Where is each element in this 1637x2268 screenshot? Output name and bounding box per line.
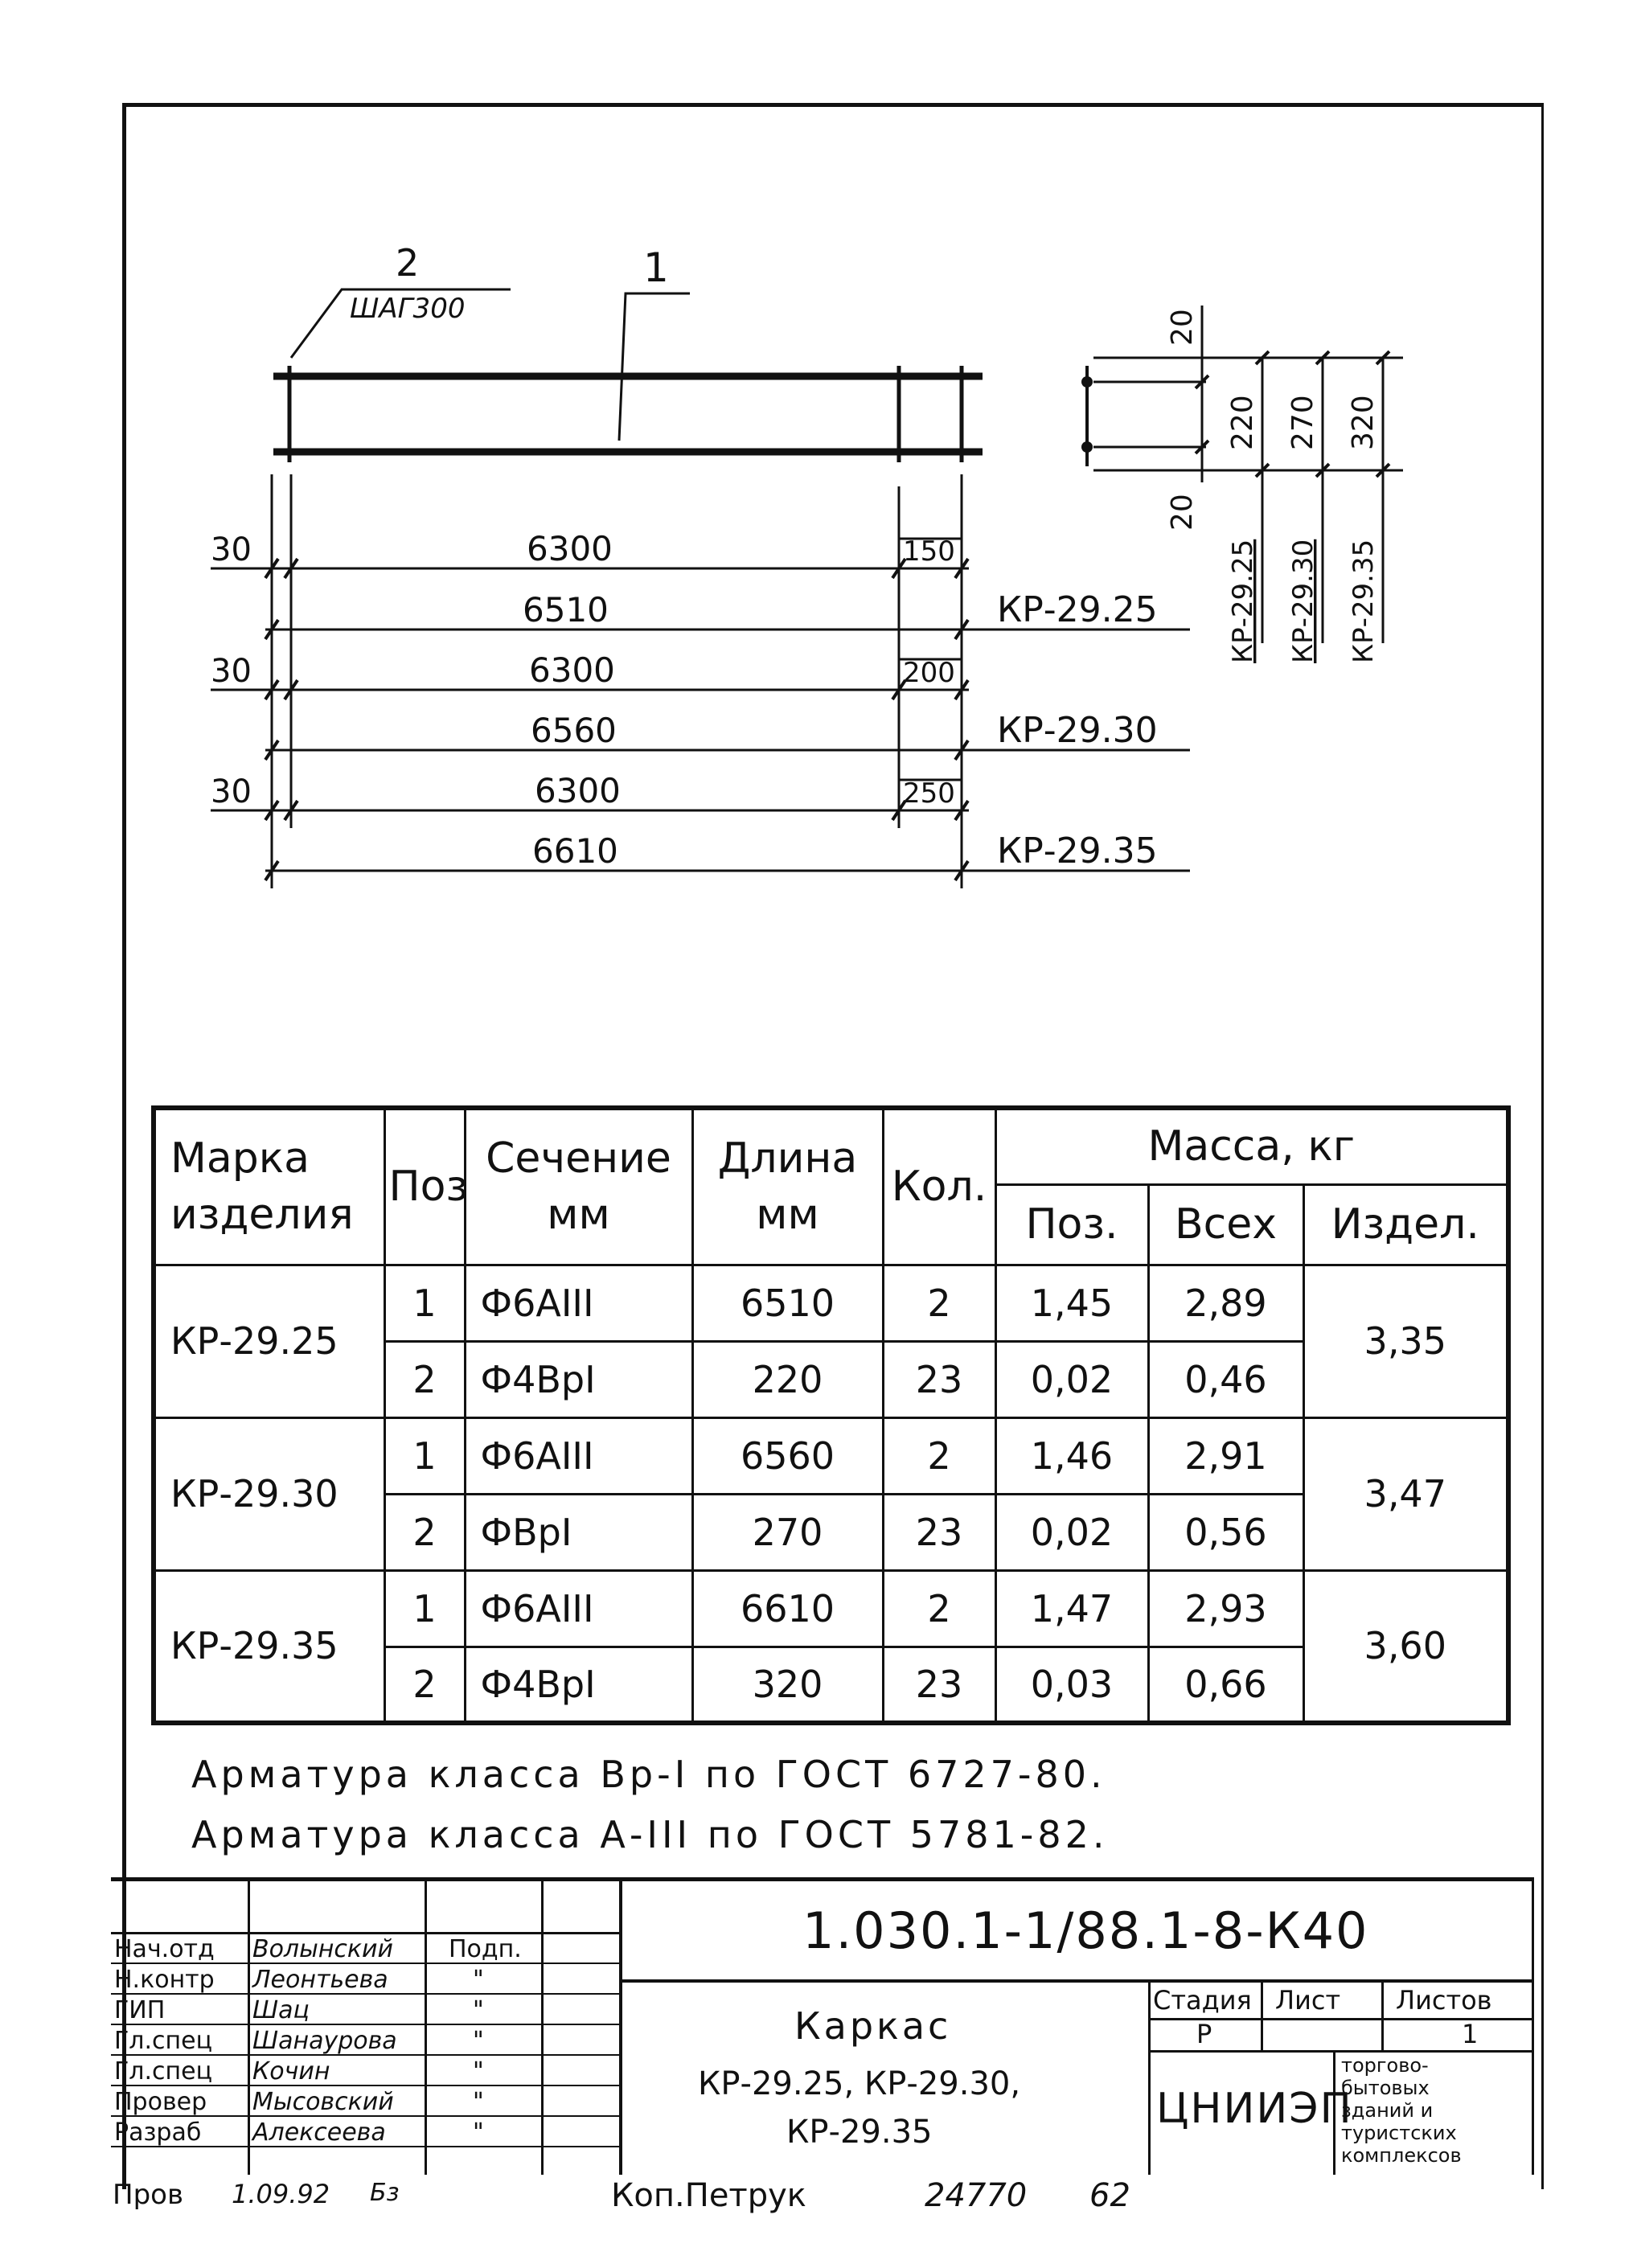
mass-all-cell: 0,66	[1148, 1647, 1303, 1723]
mass-all-cell: 2,93	[1148, 1570, 1303, 1647]
item-mass-cell: 3,60	[1303, 1570, 1508, 1723]
table-row	[154, 1570, 1508, 1647]
sig-role: Гл.спец	[114, 2027, 212, 2055]
mass-all-cell: 2,91	[1148, 1417, 1303, 1494]
mark-kr-2925: КР-29.25	[997, 589, 1158, 630]
footer-initials: Бз	[370, 2179, 400, 2207]
dim-offset-3: 30	[211, 773, 252, 810]
header-mark: Марка изделия	[154, 1108, 384, 1265]
dim-offset-2: 30	[211, 653, 252, 690]
footer-copy: Коп.Петрук	[611, 2177, 806, 2214]
dim-main-2: 6300	[529, 650, 615, 690]
length-cell: 220	[692, 1341, 883, 1417]
mass-all-cell: 0,56	[1148, 1494, 1303, 1570]
mass-all-cell: 2,89	[1148, 1265, 1303, 1341]
header-pos: Поз	[384, 1108, 465, 1265]
qty-cell: 23	[883, 1494, 995, 1570]
sig-name: Волынский	[252, 1935, 394, 1963]
sig-role: Провер	[114, 2088, 207, 2116]
header-qty: Кол.	[883, 1108, 995, 1265]
mark-kr-2930: КР-29.30	[997, 710, 1158, 751]
step-label: ШАГ300	[350, 293, 466, 325]
length-cell: 270	[692, 1494, 883, 1570]
item-mass-cell: 3,47	[1303, 1417, 1508, 1570]
sig-name: Шац	[252, 1996, 310, 2024]
sheet-header: Лист	[1275, 1985, 1341, 2016]
header-length: Длина мм	[692, 1108, 883, 1265]
product-mark: КР-29.25	[154, 1265, 384, 1417]
section-cell: ФВрI	[465, 1494, 692, 1570]
drawing-subtitle-1: КР-29.25, КР-29.30,	[698, 2065, 1021, 2102]
stage-header: Стадия	[1153, 1985, 1252, 2016]
note-2: Арматура класса А-III по ГОСТ 5781-82.	[191, 1813, 1109, 1856]
qty-cell: 23	[883, 1647, 995, 1723]
dim-total-3: 6610	[532, 831, 618, 871]
sig-sign: "	[473, 2118, 484, 2147]
header-mass-pos: Поз.	[995, 1184, 1148, 1265]
footer-page: 62	[1089, 2177, 1130, 2214]
dim-main-3: 6300	[535, 771, 621, 810]
sheets-value: 1	[1462, 2019, 1479, 2049]
section-cell: Ф6АIII	[465, 1417, 692, 1494]
dim-offset-1: 30	[211, 531, 252, 568]
note-1: Арматура класса Вр-I по ГОСТ 6727-80.	[191, 1753, 1106, 1796]
sig-name: Мысовский	[252, 2088, 394, 2116]
section-cell: Ф6АIII	[465, 1570, 692, 1647]
stage-value: Р	[1196, 2019, 1212, 2049]
sig-name: Кочин	[252, 2057, 330, 2085]
section-dim-270: 270	[1286, 395, 1319, 450]
sig-role: Разраб	[114, 2118, 202, 2147]
sig-sign: "	[473, 2088, 484, 2116]
length-cell: 320	[692, 1647, 883, 1723]
section-cell: Ф4ВрI	[465, 1647, 692, 1723]
sig-role: Н.контр	[114, 1966, 215, 1994]
dim-tail-1: 150	[903, 535, 955, 568]
length-cell: 6610	[692, 1570, 883, 1647]
pos-cell: 2	[384, 1341, 465, 1417]
qty-cell: 2	[883, 1265, 995, 1341]
pos-cell: 2	[384, 1494, 465, 1570]
document-code: 1.030.1-1/88.1-8-К40	[802, 1901, 1369, 1960]
section-dim-220: 220	[1226, 395, 1259, 450]
org-description: торгово- бытовых зданий и туристских комплексов	[1341, 2054, 1462, 2167]
dim-total-2: 6560	[531, 711, 617, 750]
footer-prov: Пров	[113, 2179, 183, 2211]
qty-cell: 2	[883, 1570, 995, 1647]
mass-pos-cell: 0,02	[995, 1341, 1148, 1417]
pos-cell: 1	[384, 1417, 465, 1494]
mark-kr-2935: КР-29.35	[997, 831, 1158, 872]
product-mark: КР-29.30	[154, 1417, 384, 1570]
table-row	[154, 1265, 1508, 1341]
item-mass-cell: 3,35	[1303, 1265, 1508, 1417]
mass-pos-cell: 0,03	[995, 1647, 1148, 1723]
section-mark-2930: КР-29.30	[1287, 539, 1319, 663]
mass-pos-cell: 1,47	[995, 1570, 1148, 1647]
footer-number: 24770	[925, 2177, 1028, 2214]
product-mark: КР-29.35	[154, 1570, 384, 1723]
dim-total-1: 6510	[523, 590, 609, 630]
sig-name: Леонтьева	[252, 1966, 388, 1994]
org-name: ЦНИИЭП	[1156, 2085, 1353, 2133]
header-mass-item: Издел.	[1303, 1184, 1508, 1265]
section-cell: Ф6АIII	[465, 1265, 692, 1341]
mass-pos-cell: 0,02	[995, 1494, 1148, 1570]
mark-1: 1	[643, 244, 669, 291]
cage-drawing	[0, 0, 1637, 965]
qty-cell: 2	[883, 1417, 995, 1494]
sig-role: Нач.отд	[114, 1935, 215, 1963]
table-row	[154, 1417, 1508, 1494]
sig-role: ГИП	[114, 1996, 166, 2024]
header-mass: Масса, кг	[995, 1108, 1508, 1184]
sig-sign: "	[473, 1966, 484, 1994]
section-cover-top: 20	[1166, 309, 1199, 346]
dim-main-1: 6300	[527, 529, 613, 568]
mass-all-cell: 0,46	[1148, 1341, 1303, 1417]
pos-cell: 1	[384, 1265, 465, 1341]
pos-cell: 1	[384, 1570, 465, 1647]
section-mark-2925: КР-29.25	[1227, 539, 1259, 663]
section-cell: Ф4ВрI	[465, 1341, 692, 1417]
dim-tail-3: 250	[903, 777, 955, 810]
drawing-title: Каркас	[794, 2004, 952, 2048]
header-section: Сечение мм	[465, 1108, 692, 1265]
section-cover-bottom: 20	[1166, 494, 1199, 531]
sig-name: Алексеева	[252, 2118, 386, 2147]
dim-tail-2: 200	[903, 657, 955, 689]
sig-sign: Подп.	[449, 1935, 522, 1963]
section-dim-320: 320	[1347, 395, 1380, 450]
mark-2: 2	[396, 241, 420, 285]
mass-pos-cell: 1,45	[995, 1265, 1148, 1341]
specification-table	[151, 1105, 1511, 1725]
title-block	[111, 1877, 1534, 2175]
footer-date: 1.09.92	[232, 2179, 330, 2209]
sheets-header: Листов	[1396, 1985, 1492, 2016]
length-cell: 6560	[692, 1417, 883, 1494]
pos-cell: 2	[384, 1647, 465, 1723]
qty-cell: 23	[883, 1341, 995, 1417]
mass-pos-cell: 1,46	[995, 1417, 1148, 1494]
section-mark-2935: КР-29.35	[1348, 539, 1380, 663]
sig-role: Гл.спец	[114, 2057, 212, 2085]
header-mass-all: Всех	[1148, 1184, 1303, 1265]
sig-sign: "	[473, 2027, 484, 2055]
sig-name: Шанаурова	[252, 2027, 397, 2055]
length-cell: 6510	[692, 1265, 883, 1341]
sig-sign: "	[473, 2057, 484, 2085]
sig-sign: "	[473, 1996, 484, 2024]
drawing-subtitle-2: КР-29.35	[786, 2114, 933, 2151]
